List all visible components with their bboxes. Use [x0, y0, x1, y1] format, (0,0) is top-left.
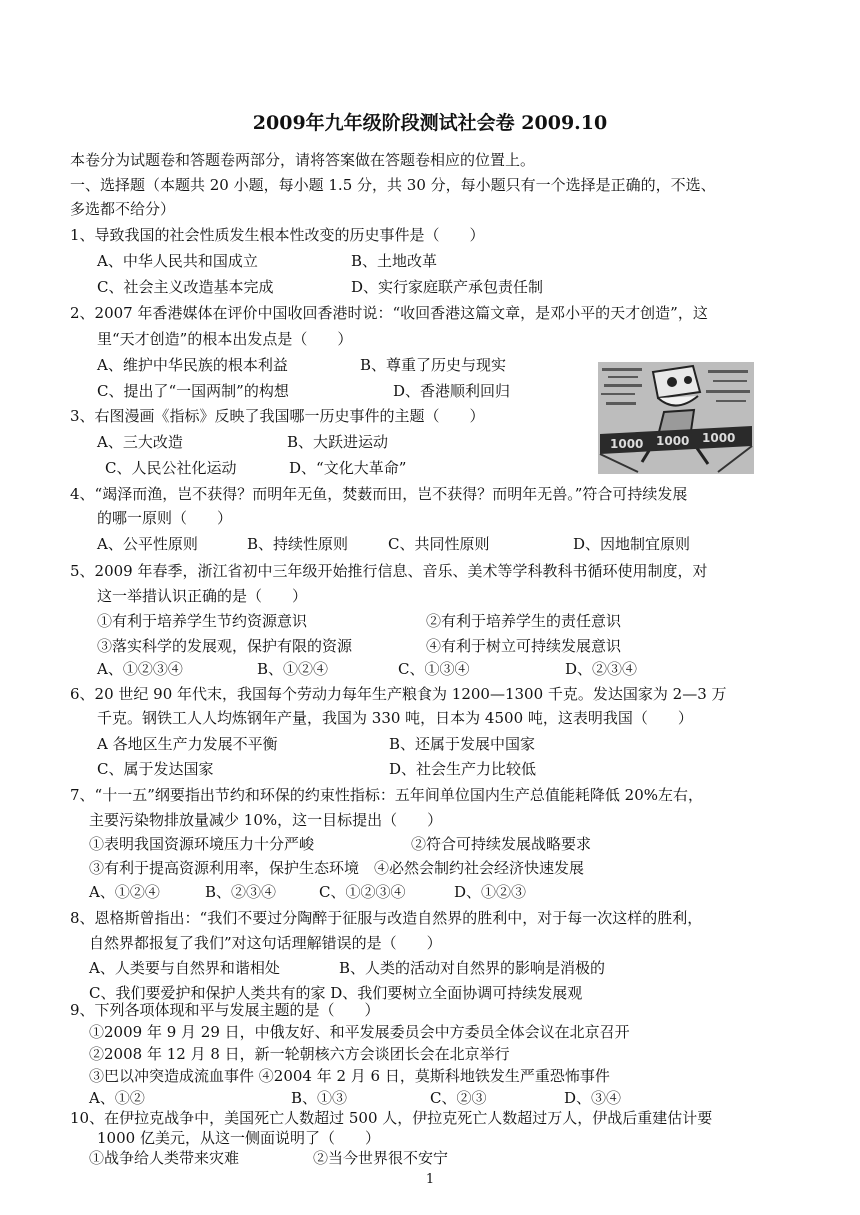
q2-stem-cont: 里“天才创造”的根本出发点是（ ） [97, 330, 353, 348]
q5-stem-cont: 这一举措认识正确的是（ ） [97, 587, 308, 605]
q7-option-d: D、①②③ [454, 883, 527, 901]
q4-option-c: C、共同性原则 [388, 535, 490, 553]
page-title: 2009年九年级阶段测试社会卷 2009.10 [252, 112, 608, 134]
q5-statement-3: ③落实科学的发展观，保护有限的资源 [97, 637, 353, 655]
q9-statement-1: ①2009 年 9 月 29 日，中俄友好、和平发展委员会中方委员全体会议在北京召开 [89, 1023, 630, 1041]
q7-option-a: A、①②④ [89, 883, 160, 901]
svg-text:1000: 1000 [610, 437, 644, 451]
q10-stem-cont: 1000 亿美元，从这一侧面说明了（ ） [97, 1129, 380, 1147]
cartoon-illustration [598, 362, 754, 474]
q8-option-b: B、人类的活动对自然界的影响是消极的 [339, 959, 606, 977]
q7-statement-2: ②符合可持续发展战略要求 [411, 835, 592, 853]
q9-option-b: B、①③ [291, 1089, 348, 1107]
q5-statement-4: ④有利于树立可持续发展意识 [426, 637, 622, 655]
q6-option-b: B、还属于发展中国家 [389, 735, 536, 753]
q1-option-c: C、社会主义改造基本完成 [97, 278, 274, 296]
cartoon-drawing [598, 362, 754, 474]
q2-option-d: D、香港顺利回归 [393, 382, 511, 400]
svg-text:1000: 1000 [702, 431, 736, 445]
q1-stem: 1、导致我国的社会性质发生根本性改变的历史事件是（ ） [70, 226, 485, 244]
q9-stem: 9、下列各项体现和平与发展主题的是（ ） [70, 1001, 380, 1019]
q8-option-a: A、人类要与自然界和谐相处 [89, 959, 280, 977]
q3-option-a: A、三大改造 [97, 433, 183, 451]
q4-option-d: D、因地制宜原则 [573, 535, 691, 553]
q7-option-c: C、①②③④ [319, 883, 406, 901]
q10-stem: 10、在伊拉克战争中，美国死亡人数超过 500 人，伊拉克死亡人数超过万人，伊战后重建估计要 [70, 1109, 713, 1127]
q7-option-b: B、②③④ [205, 883, 277, 901]
q8-stem-cont: 自然界都报复了我们”对这句话理解错误的是（ ） [89, 934, 442, 952]
section-heading-cont: 多选都不给分） [70, 200, 176, 218]
q9-statement-3-4: ③巴以冲突造成流血事件 ④2004 年 2 月 6 日，莫斯科地铁发生严重恐怖事件 [89, 1067, 610, 1085]
q5-statement-1: ①有利于培养学生节约资源意识 [97, 612, 308, 630]
q5-option-b: B、①②④ [257, 660, 329, 678]
q5-option-c: C、①③④ [398, 660, 470, 678]
svg-text:1000: 1000 [656, 434, 690, 448]
q8-stem: 8、恩格斯曾指出：“我们不要过分陶醉于征服与改造自然界的胜利中，对于每一次这样的胜利， [70, 909, 703, 927]
q7-statement-1: ①表明我国资源环境压力十分严峻 [89, 835, 315, 853]
q3-option-c: C、人民公社化运动 [105, 459, 237, 477]
q10-statement-1: ①战争给人类带来灾难 [89, 1149, 240, 1167]
q3-stem: 3、右图漫画《指标》反映了我国哪一历史事件的主题（ ） [70, 407, 485, 425]
page-number: 1 [425, 1172, 435, 1187]
q7-stem-cont: 主要污染物排放量减少 10%，这一目标提出（ ） [89, 811, 443, 829]
q4-stem-cont: 的哪一原则（ ） [97, 509, 233, 527]
q2-stem: 2、2007 年香港媒体在评价中国收回香港时说：“收回香港这篇文章，是邓小平的天才创造”，这 [70, 304, 708, 322]
q6-option-c: C、属于发达国家 [97, 760, 214, 778]
q4-stem: 4、“竭泽而渔，岂不获得？而明年无鱼，焚薮而田，岂不获得？而明年无兽。”符合可持续发展 [70, 485, 688, 503]
q9-option-d: D、③④ [564, 1089, 622, 1107]
q5-statement-2: ②有利于培养学生的责任意识 [426, 612, 622, 630]
q9-option-a: A、①② [89, 1089, 145, 1107]
q4-option-b: B、持续性原则 [247, 535, 349, 553]
q5-option-d: D、②③④ [565, 660, 638, 678]
q1-option-a: A、中华人民共和国成立 [97, 252, 258, 270]
q6-stem-cont: 千克。钢铁工人人均炼钢年产量，我国为 330 吨，日本为 4500 吨，这表明我国（ ） [97, 709, 693, 727]
section-heading: 一、选择题（本题共 20 小题，每小题 1.5 分，共 30 分，每小题只有一个选择是正确的，不选、 [70, 176, 716, 194]
q6-stem: 6、20 世纪 90 年代末，我国每个劳动力每年生产粮食为 1200—1300 千克。发达国家为 2—3 万 [70, 685, 727, 703]
q7-stem: 7、“十一五”纲要指出节约和环保的约束性指标：五年间单位国内生产总值能耗降低 20%左右， [70, 786, 703, 804]
q6-option-d: D、社会生产力比较低 [389, 760, 537, 778]
q10-statement-2: ②当今世界很不安宁 [313, 1149, 449, 1167]
q6-option-a: A 各地区生产力发展不平衡 [97, 735, 278, 753]
q3-option-b: B、大跃进运动 [287, 433, 389, 451]
q1-option-b: B、土地改革 [351, 252, 438, 270]
q2-option-a: A、维护中华民族的根本利益 [97, 356, 288, 374]
q8-option-c-d: C、我们要爱护和保护人类共有的家 D、我们要树立全面协调可持续发展观 [89, 984, 583, 1002]
q9-statement-2: ②2008 年 12 月 8 日，新一轮朝核六方会谈团长会在北京举行 [89, 1045, 510, 1063]
intro-text: 本卷分为试题卷和答题卷两部分，请将答案做在答题卷相应的位置上。 [70, 151, 536, 169]
q1-option-d: D、实行家庭联产承包责任制 [351, 278, 544, 296]
q9-option-c: C、②③ [430, 1089, 487, 1107]
q7-statement-3-4: ③有利于提高资源利用率，保护生态环境 ④必然会制约社会经济快速发展 [89, 859, 585, 877]
q2-option-b: B、尊重了历史与现实 [360, 356, 507, 374]
q5-option-a: A、①②③④ [97, 660, 183, 678]
q5-stem: 5、2009 年春季，浙江省初中三年级开始推行信息、音乐、美术等学科教科书循环使用制度，对 [70, 562, 708, 580]
q4-option-a: A、公平性原则 [97, 535, 198, 553]
q3-option-d: D、“文化大革命” [289, 459, 407, 477]
q2-option-c: C、提出了“一国两制”的构想 [97, 382, 289, 400]
